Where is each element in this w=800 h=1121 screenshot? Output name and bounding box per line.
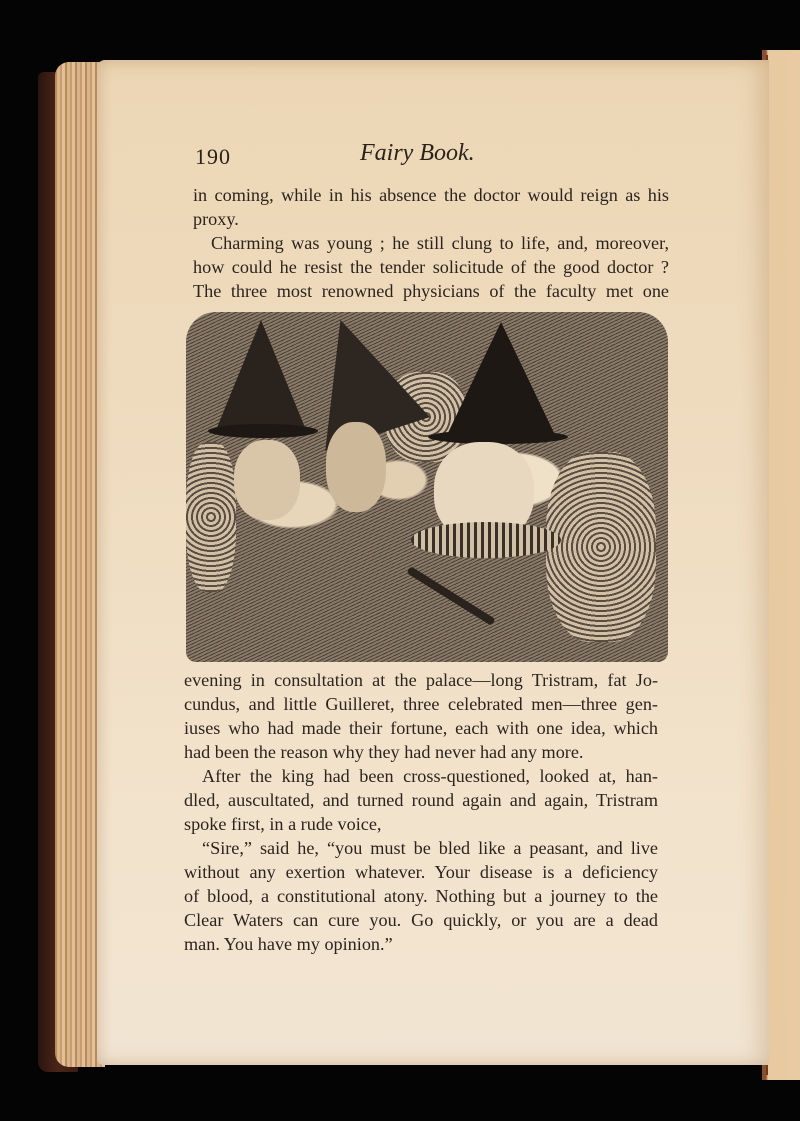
text-line: man. You have my opinion.” <box>184 934 393 954</box>
text-line: of blood, a constitutional atony. Nothing but a journey to the <box>184 886 658 906</box>
text-line: After the king had been cross-questioned, looked at, han- <box>202 766 658 786</box>
running-title: Fairy Book. <box>360 140 475 166</box>
text-line: dled, auscultated, and turned round again and again, Tristram <box>184 790 658 810</box>
engraving-three-physicians <box>186 312 668 662</box>
running-head <box>195 140 665 170</box>
text-line: Clear Waters can cure you. Go quickly, or you are a dead <box>184 910 658 930</box>
text-line: without any exertion whatever. Your disease is a deficiency <box>184 862 658 882</box>
text-block-top <box>193 183 669 303</box>
text-line: how could he resist the tender solicitude of the good doctor ? <box>193 257 669 277</box>
hat-brim-right <box>428 430 568 444</box>
text-line: “Sire,” said he, “you must be bled like a peasant, and live <box>202 838 658 858</box>
text-line: evening in consultation at the palace—long Tristram, fat Jo- <box>184 670 658 690</box>
syringe <box>406 566 495 626</box>
text-line: iuses who had made their fortune, each with one idea, which <box>184 718 658 738</box>
wig-left <box>186 442 236 592</box>
text-line: cundus, and little Guilleret, three celebrated men—three gen- <box>184 694 658 714</box>
text-line: Charming was young ; he still clung to life, and, moreover, <box>211 233 669 253</box>
page-number: 190 <box>195 144 231 169</box>
text-line: The three most renowned physicians of the faculty met one <box>193 281 669 301</box>
ruff-collar <box>411 522 561 558</box>
face-guilleret <box>234 440 300 520</box>
text-line: proxy. <box>193 209 239 229</box>
face-tristram <box>326 422 386 512</box>
text-line: had been the reason why they had never had any more. <box>184 742 584 762</box>
text-line: in coming, while in his absence the doctor would reign as his <box>193 185 669 205</box>
hat-brim-left <box>208 424 318 438</box>
text-block-bottom <box>184 668 658 956</box>
text-line: spoke first, in a rude voice, <box>184 814 382 834</box>
conical-hat-right <box>446 322 556 437</box>
wig-right <box>546 452 656 642</box>
